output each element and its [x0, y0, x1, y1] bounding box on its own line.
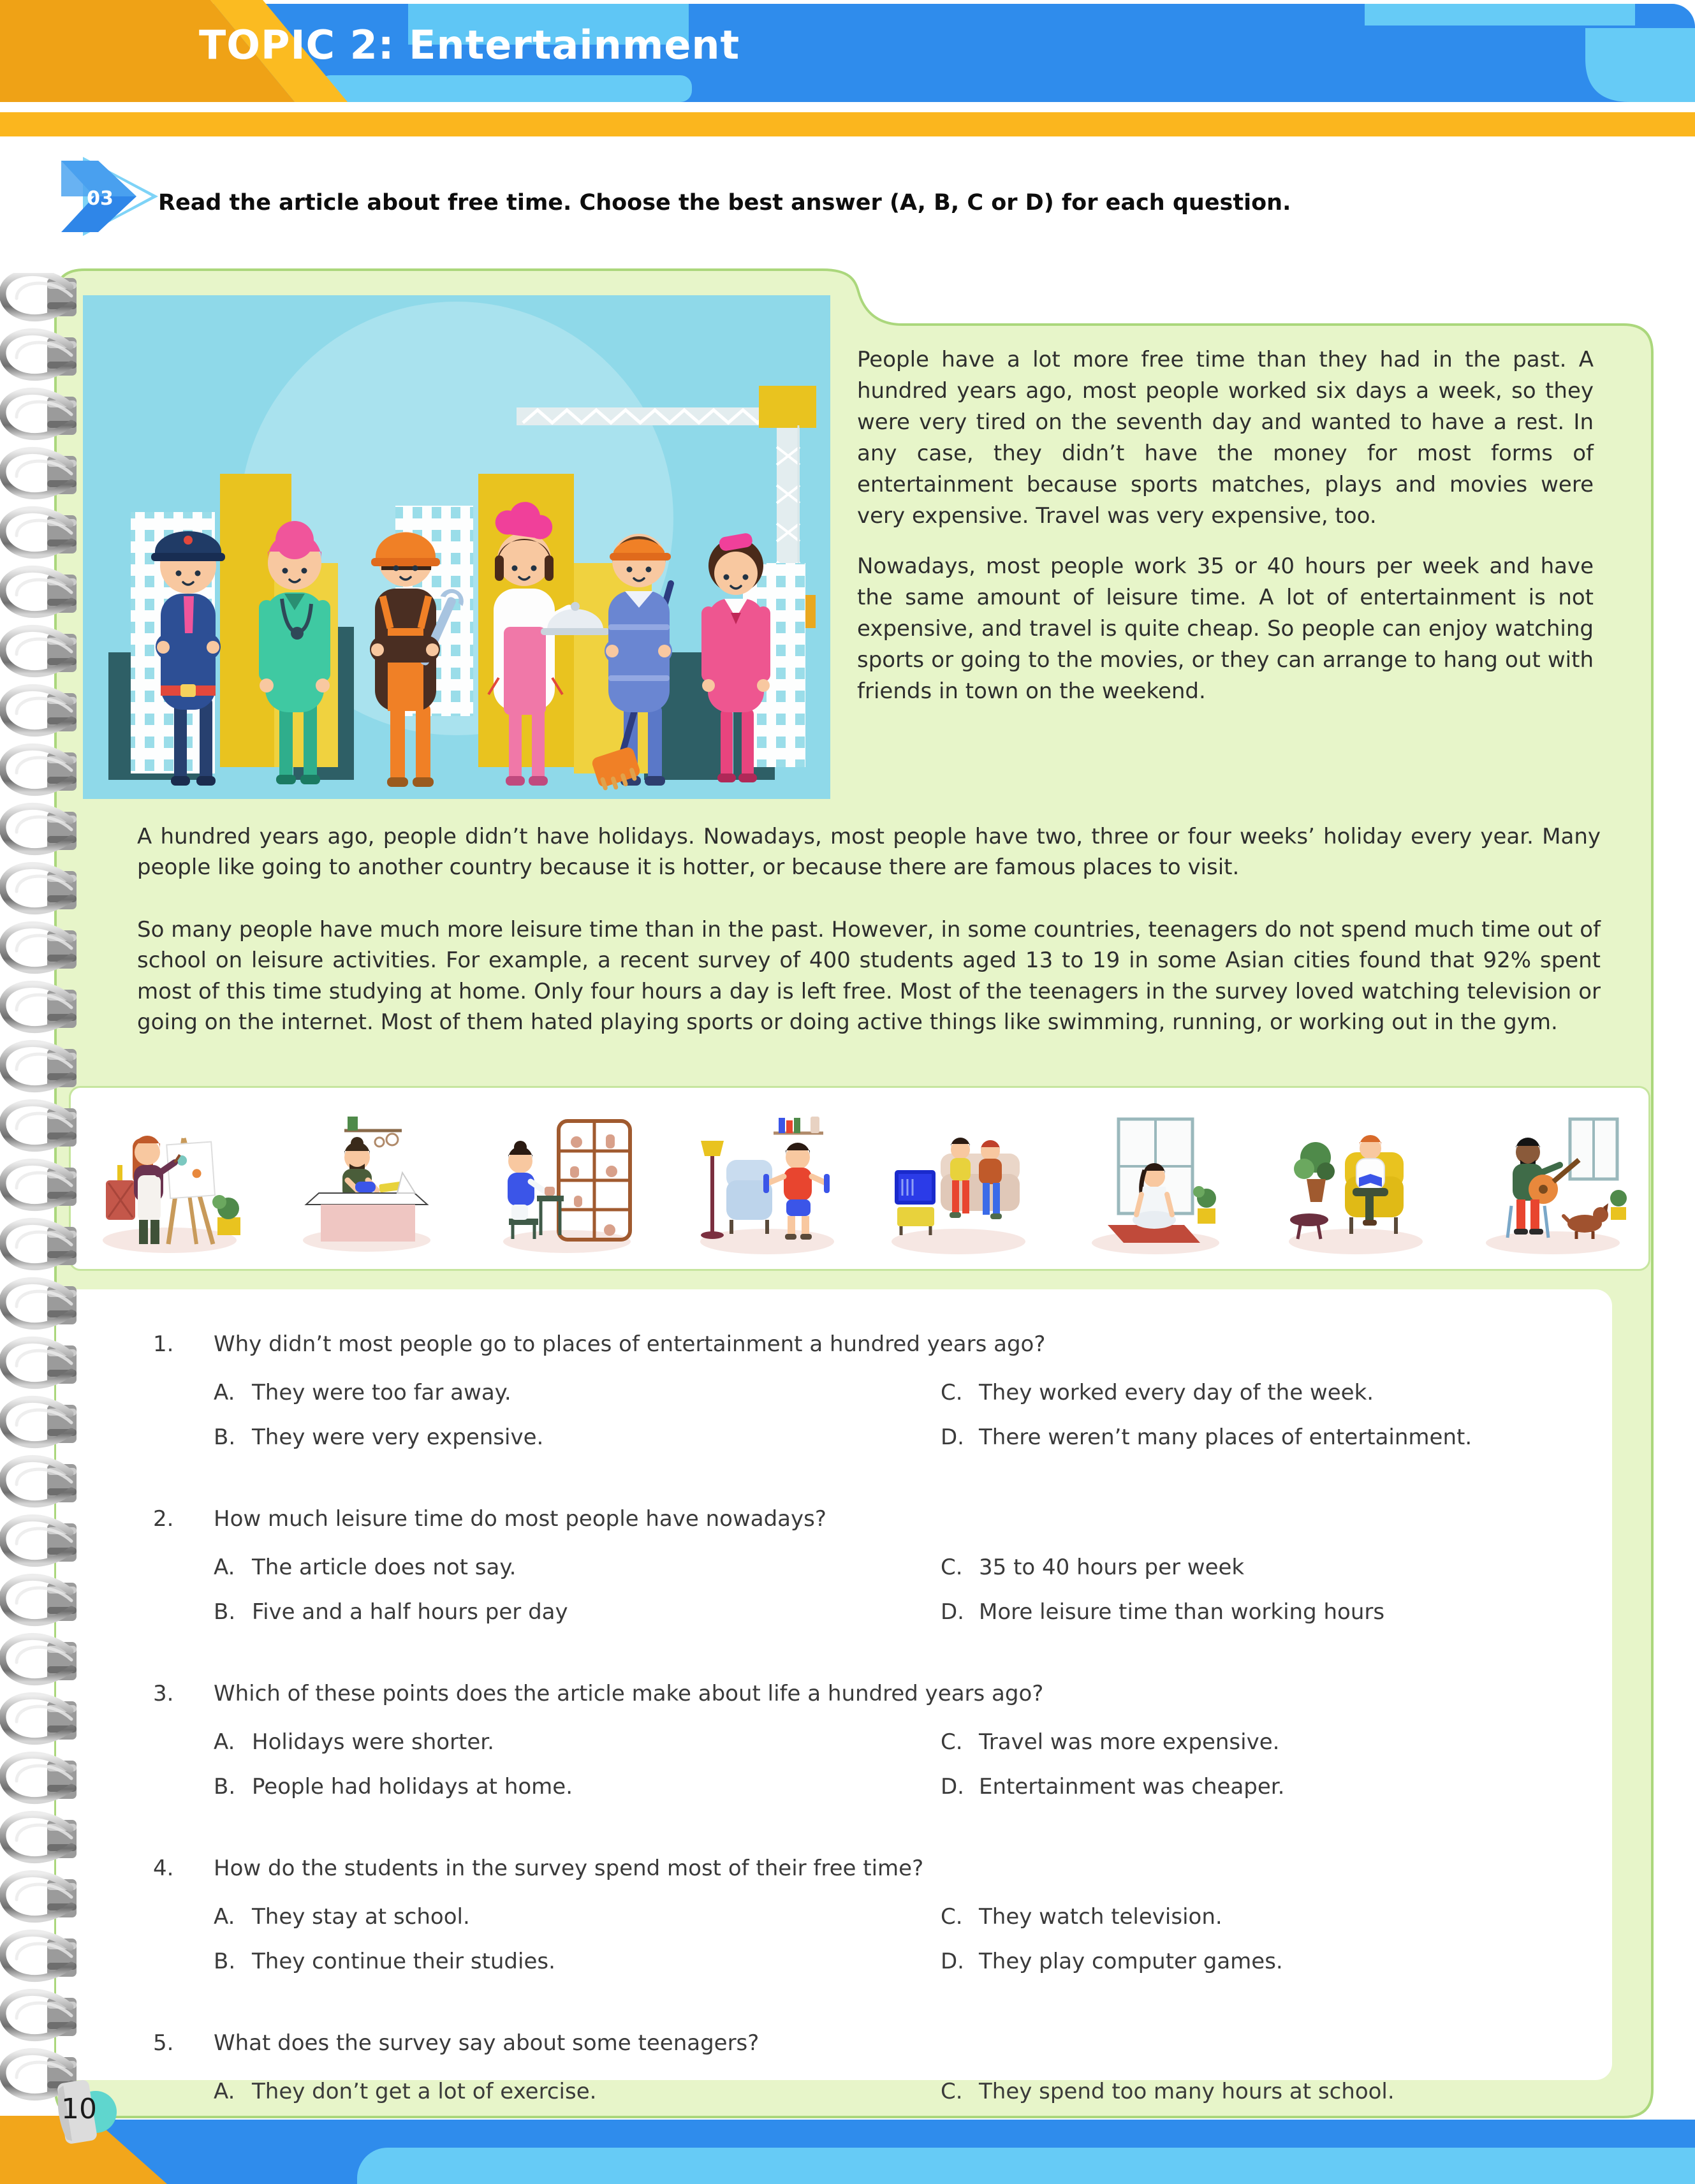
- page-title: TOPIC 2: Entertainment: [199, 22, 740, 68]
- leisure-activities-strip: [69, 1086, 1650, 1271]
- article-paragraph: So many people have much more leisure time than in the past. However, in some countries, teenagers do not spend much time out of school on leisure activities. For example, a recent survey of 400 students aged 13 to 19 in some Asian cities found that 92% spent most of this time studying at home. Only four hours a day is left free. Most of the teenagers in the survey loved watching television or going on the internet. Most of them hated playing sports or doing active things like swimming, running, or working out in the gym.: [137, 917, 1601, 1035]
- question-text: How much leisure time do most people have nowadays?: [214, 1506, 826, 1532]
- footer-bar-accent: [357, 2148, 1695, 2184]
- article-paragraph: People have a lot more free time than they had in the past. A hundred years ago, most people worked six days a week, so they were very tired on the seventh day and wanted to have a rest. In any case, they didn’t have the money for most forms of entertainment because sports matches, plays and movies were very expensive. Travel was very expensive, too.: [857, 347, 1594, 529]
- article-paragraph: Nowadays, most people work 35 or 40 hours per week and have the same amount of leisure time. A lot of entertainment is not expensive, and travel is quite cheap. So people can enjoy watching sports or going to the movies, or they can arrange to hang out with friends in town on the weekend.: [857, 553, 1594, 704]
- reading-icon: [1270, 1099, 1435, 1258]
- page-number-badge: [47, 2074, 124, 2149]
- question-text: What does the survey say about some teenagers?: [214, 2030, 759, 2056]
- pottery-icon: [481, 1099, 647, 1258]
- painting-icon: [87, 1099, 253, 1258]
- answer-option: A. They were too far away.: [214, 1380, 511, 1405]
- page-number: 10: [61, 2093, 97, 2125]
- answer-option: A. They stay at school.: [214, 1904, 470, 1930]
- banner-deco-corner: [1585, 28, 1695, 102]
- question-block: [153, 1331, 1601, 1450]
- question-block: [153, 1506, 1601, 1625]
- answer-option: A. The article does not say.: [214, 1555, 517, 1580]
- banner-deco-topright: [1365, 4, 1635, 26]
- answer-option: C. They watch television.: [941, 1904, 1222, 1930]
- question-number: 2.: [153, 1506, 174, 1532]
- answer-option: D. There weren’t many places of entertainment.: [941, 1425, 1472, 1450]
- watching-tv-icon: [876, 1099, 1041, 1258]
- answer-option: B. They were very expensive.: [214, 1425, 544, 1450]
- cooking-icon: [284, 1099, 450, 1258]
- question-text: How do the students in the survey spend most of their free time?: [214, 1856, 924, 1881]
- lifting-weights-icon: [678, 1099, 844, 1258]
- answer-option: B. Five and a half hours per day: [214, 1599, 568, 1625]
- answer-option: D. More leisure time than working hours: [941, 1599, 1385, 1625]
- answer-option: B. They continue their studies.: [214, 1949, 555, 1974]
- question-text: Which of these points does the article make about life a hundred years ago?: [214, 1681, 1044, 1706]
- answer-option: C. They spend too many hours at school.: [941, 2079, 1395, 2104]
- answer-option: C. They worked every day of the week.: [941, 1380, 1374, 1405]
- header-banner: [0, 0, 1695, 136]
- workers-illustration: [83, 295, 830, 799]
- question-number: 3.: [153, 1681, 174, 1706]
- question-number: 5.: [153, 2030, 174, 2056]
- question-text: Why didn’t most people go to places of entertainment a hundred years ago?: [214, 1331, 1046, 1357]
- question-block: [153, 1681, 1601, 1799]
- answer-option: D. Entertainment was cheaper.: [941, 1774, 1285, 1799]
- spiral-binding-icon: [0, 273, 92, 2122]
- article-column: [857, 344, 1594, 707]
- instruction-text: Read the article about free time. Choose the best answer (A, B, C or D) for each question.: [158, 190, 1291, 216]
- answer-option: B. People had holidays at home.: [214, 1774, 573, 1799]
- questions-list: [153, 1331, 1601, 2184]
- yoga-icon: [1073, 1099, 1238, 1258]
- question-number: 4.: [153, 1856, 174, 1881]
- playing-guitar-icon: [1467, 1099, 1633, 1258]
- answer-option: A. They don’t get a lot of exercise.: [214, 2079, 597, 2104]
- article-paragraph: A hundred years ago, people didn’t have holidays. Nowadays, most people have two, three or four weeks’ holiday every year. Many people like going to another country because it is hotter, or because there are famous places to visit.: [137, 824, 1601, 881]
- answer-option: C. Travel was more expensive.: [941, 1729, 1280, 1755]
- header-orange-bar: [0, 112, 1695, 136]
- banner-deco-under-title: [319, 75, 692, 102]
- question-block: [153, 1856, 1601, 1974]
- answer-option: A. Holidays were shorter.: [214, 1729, 494, 1755]
- answer-option: C. 35 to 40 hours per week: [941, 1555, 1245, 1580]
- exercise-number: 03: [87, 187, 114, 210]
- instruction-row: [61, 157, 1592, 240]
- question-number: 1.: [153, 1331, 174, 1357]
- answer-option: D. They play computer games.: [941, 1949, 1283, 1974]
